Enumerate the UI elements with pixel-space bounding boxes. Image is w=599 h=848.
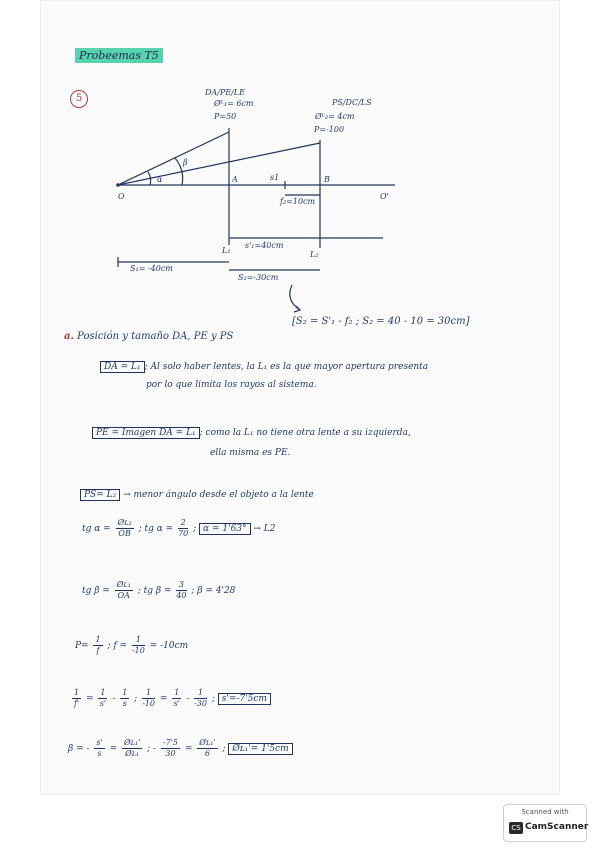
s1-prime-label: s'₁=40cm: [245, 241, 284, 250]
alpha-label: α: [157, 175, 163, 184]
tg-alpha-eq: tg α = $\frac{\text{Øʟ₂}}{OB}$ ; tg α = $\frac{2}{70}$ ; α = 1'63° → L2: [82, 518, 276, 538]
s1-tick-label: s1: [270, 173, 280, 182]
camscanner-badge: [503, 804, 587, 842]
ps-box: PS= L₂: [80, 489, 120, 501]
magnification-eq: β = - $\frac{s'}{s}$ = $\frac{\text{Øʟ₁'}}{\text{Øʟ₁}}$ ; - $\frac{-7'5}{30}$ = $\frac{\text{Øʟ₁'}}{6}$ ; Øʟ₁'= 1'5cm: [68, 738, 293, 759]
lens1-power: P=50: [214, 112, 237, 121]
da-line: DA = L₁ ; Al solo haber lentes, la L₁ es la que mayor apertura presenta: [100, 362, 428, 372]
exercise-number: 5: [70, 90, 88, 108]
point-o: O: [118, 192, 125, 201]
pe-box: PE = Imagen DA = L₁: [92, 427, 200, 439]
s2-distance: S₂=-30cm: [238, 273, 279, 282]
pe-line-2: ella misma es PE.: [210, 448, 291, 458]
ray-upper: [118, 132, 229, 185]
tg-beta-eq: tg β = $\frac{\text{Øʟ₁}}{OA}$ ; tg β = $\frac{3}{40}$ ; β = 4'28: [82, 580, 236, 600]
da-box: DA = L₁: [100, 361, 145, 373]
diameter-result-box: Øʟ₁'= 1'5cm: [228, 743, 292, 755]
scanner-caption: Scanned with: [521, 808, 569, 816]
point-a: A: [232, 175, 238, 184]
lens2-heading: PS/DC/LS: [332, 98, 372, 107]
section-a-heading: a. Posición y tamaño DA, PE y PS: [64, 331, 234, 342]
scanner-brand: CamScanner: [525, 822, 589, 832]
camscanner-logo-icon: CS: [509, 822, 523, 834]
s2-formula: [S₂ = S'₁ - f₂ ; S₂ = 40 - 10 = 30cm]: [292, 316, 470, 327]
lens1-heading: DA/PE/LE: [205, 88, 245, 97]
ray-lower: [118, 143, 320, 185]
pe-line: PE = Imagen DA = L₁ ; como la L₁ no tiene otra lente a su izquierda,: [92, 428, 411, 438]
beta-label: β: [183, 158, 188, 167]
sprime-result-box: s'=-7'5cm: [218, 693, 271, 705]
point-b: B: [324, 175, 330, 184]
point-o-prime: O': [380, 192, 389, 201]
arrow-to-formula: [290, 285, 300, 310]
da-line-2: por lo que limita los rayos al sistema.: [146, 380, 317, 390]
lens1-diameter: Øᴸ₁= 6cm: [214, 99, 254, 108]
l2-label: L₂: [310, 250, 319, 259]
l1-label: L₁: [222, 246, 231, 255]
lens2-diameter: Øᴸ₂= 4cm: [315, 112, 355, 121]
lens-eq: $\frac{1}{f'}$ = $\frac{1}{s'}$ - $\frac{1}{s}$ ; $\frac{1}{-10}$ = $\frac{1}{s'}$ - $\frac{1}{-30}$ ; s'=-7'5cm: [70, 688, 271, 709]
s1-distance: S₁= -40cm: [130, 264, 173, 273]
ps-line: PS= L₂ → menor ángulo desde el objeto a la lente: [80, 490, 314, 500]
page-title: Probeemas T5: [75, 48, 163, 63]
optics-diagram: [0, 0, 599, 320]
alpha-result-box: α = 1'63°: [199, 523, 251, 535]
lens2-power: P=-100: [314, 125, 345, 134]
beta-arc: [175, 158, 183, 185]
f2-label: f₂=10cm: [280, 197, 316, 206]
power-eq: P= $\frac{1}{f}$ ; f = $\frac{1}{-10}$ = -10cm: [75, 635, 189, 655]
